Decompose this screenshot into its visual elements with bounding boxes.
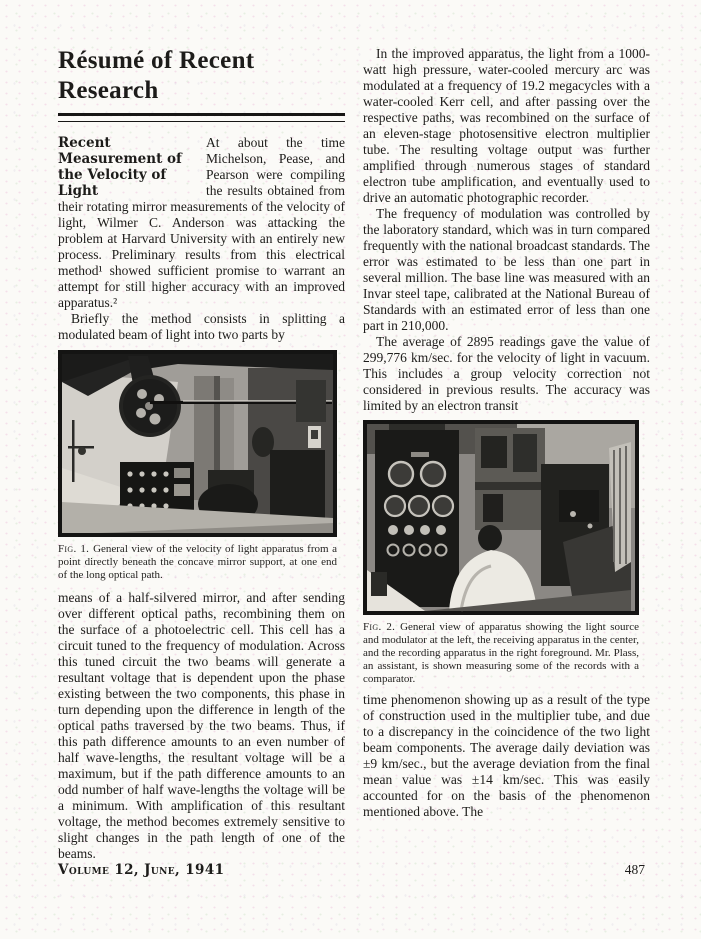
article-title: Résumé of Recent Research bbox=[58, 47, 255, 104]
figure-1-caption-text: General view of the velocity of light apparatus from a point directly beneath the concave mirror support, at one end of the long optical path. bbox=[58, 543, 337, 581]
paragraph-intro: At about the time Michelson, Pease, and Pearson were compiling the results obtained from their rotating mirror measurements of the velocity of light, Wilmer C. Anderson was attacking the problem at Harvard University with an entirely new process. Preliminary results from this electrical method¹ showed sufficient promise to warrant an attempt for still higher accuracy with an improved apparatus.² bbox=[58, 135, 345, 310]
title-double-rule bbox=[58, 113, 345, 122]
page-number: 487 bbox=[624, 862, 645, 877]
figure-1-photo bbox=[58, 350, 337, 537]
paragraph-improved-apparatus: In the improved apparatus, the light from a 1000-watt high pressure, water-cooled mercury arc was modulated at a frequency of 19.2 megacycles with a water-cooled Kerr cell, and after passing over the respective paths, was recombined on the surface of an eleven-stage photosensitive electron multiplier tube. The resulting voltage output was further amplified through numerous stages of standard electron tube amplification, and eventually used to drive an automatic photographic recorder. bbox=[363, 46, 650, 205]
page-footer bbox=[58, 862, 645, 878]
figure-2-caption bbox=[363, 621, 639, 686]
figure-1 bbox=[58, 350, 337, 582]
right-column bbox=[363, 46, 650, 862]
paragraph-method-continued: means of a half-silvered mirror, and after sending over different optical paths, recombining them on the surface of a photoelectric cell. This cell has a circuit tuned to the frequency of modulation. Across this tuned circuit the two beams will generate a resultant voltage that is dependent upon the phase existing between the two components, this phase in turn depending upon the difference in length of the optical paths traversed by the two beams. Thus, if this path difference amounts to an even number of half wave-lengths, the resultant voltage will be a maximum, but if the path difference amounts to an odd number of half wave-lengths the voltage will be a minimum. With amplification of this resultant voltage, the method becomes extremely sensitive to slight changes in the path length of one of the beams. bbox=[58, 590, 345, 861]
paragraph-method-start: Briefly the method consists in splitting a modulated beam of light into two parts by bbox=[58, 311, 345, 342]
figure-2-photo bbox=[363, 420, 639, 615]
paragraph-frequency-control: The frequency of modulation was controlled by the laboratory standard, which was in turn compared frequently with the national broadcast standards. The error was estimated to be less than one part in several million. The base line was measured with an Invar steel tape, calibrated at the National Bureau of Standards with an estimated error of less than one part in 210,000. bbox=[363, 206, 650, 333]
figure-2-caption-text: General view of apparatus showing the light source and modulator at the left, the receiving apparatus in the center, and the recording apparatus in the right foreground. Mr. Plass, an assistant, is shown measuring some of the records with a comparator. bbox=[363, 621, 639, 685]
left-column bbox=[58, 46, 345, 862]
lab-photo-graphic bbox=[58, 350, 337, 537]
figure-1-label: Fig. 1. bbox=[58, 543, 94, 555]
lab-photo-graphic-2 bbox=[363, 420, 639, 615]
section-heading: Recent Measurement of the Velocity of Light bbox=[58, 135, 182, 199]
figure-2 bbox=[363, 420, 639, 686]
lede-block bbox=[58, 135, 345, 311]
figure-2-label: Fig. 2. bbox=[363, 621, 401, 633]
volume-date: Volume 12, June, 1941 bbox=[58, 862, 225, 878]
figure-1-caption bbox=[58, 543, 337, 582]
paragraph-average-readings: The average of 2895 readings gave the value of 299,776 km/sec. for the velocity of light in vacuum. This includes a group velocity correction not considered in previous results. The accuracy was limited by an electron transit bbox=[363, 334, 650, 413]
paragraph-transit-time: time phenomenon showing up as a result of the type of construction used in the multiplier tube, and due to a discrepancy in the coincidence of the two light beam components. The average daily deviation was ±9 km/sec., but the average deviation from the final mean value was ±14 km/sec. This was easily accounted for on the basis of the phenomenon mentioned above. The bbox=[363, 692, 650, 819]
